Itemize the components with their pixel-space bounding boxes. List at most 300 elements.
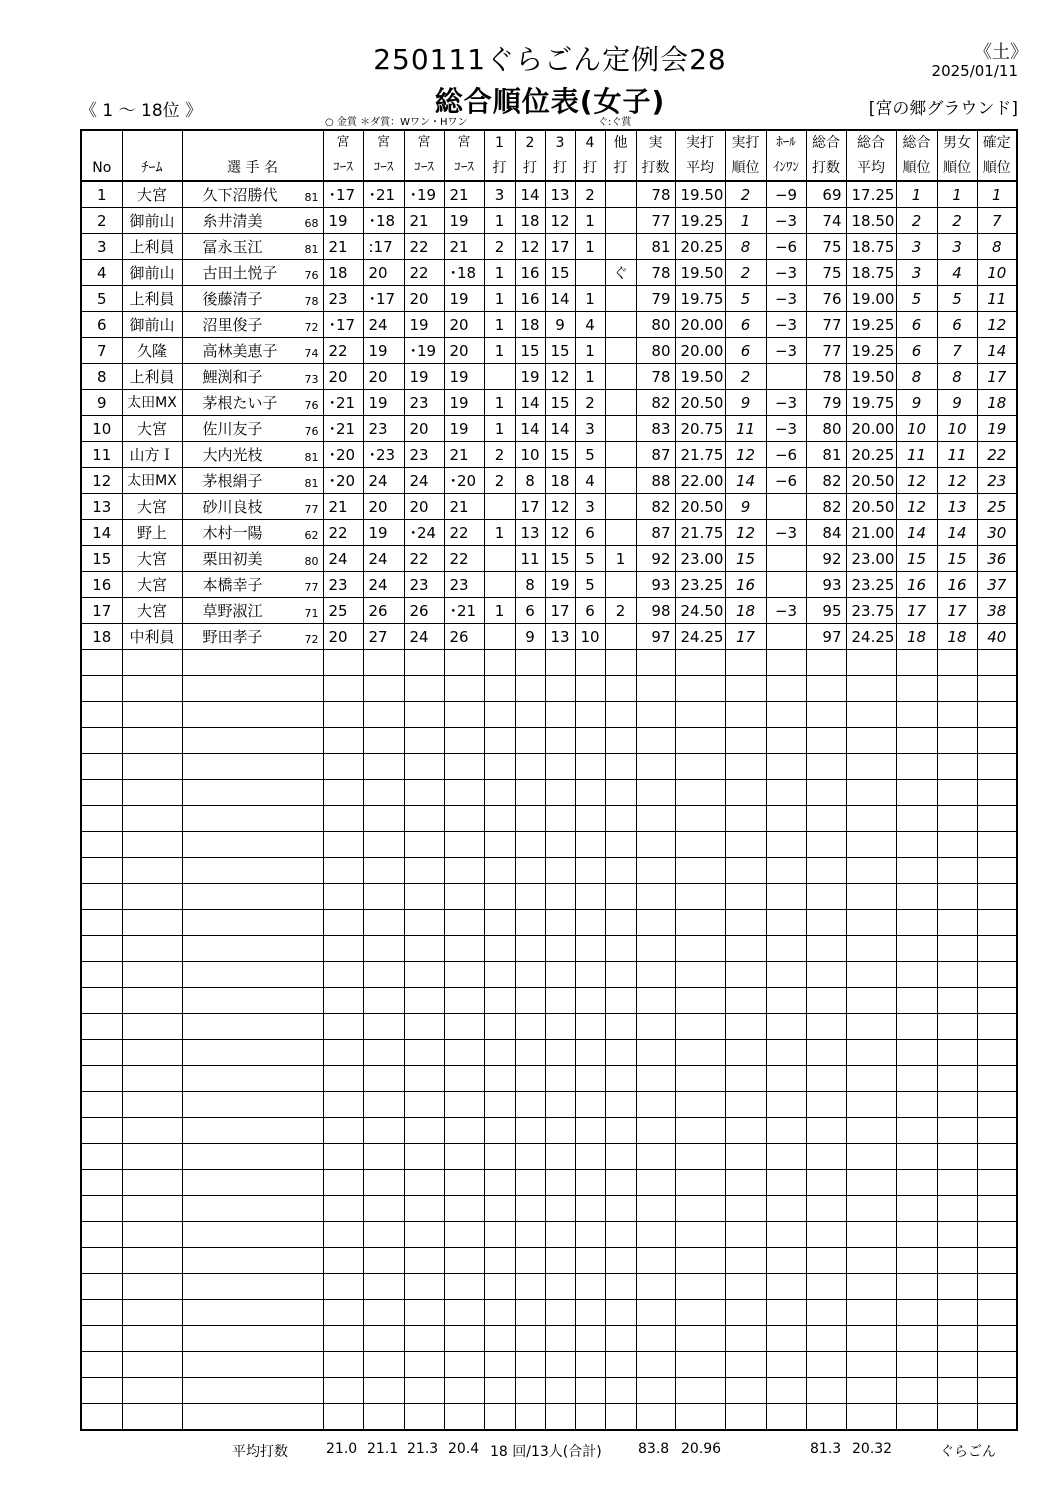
final-rank: 1 <box>977 181 1017 208</box>
other-stroke-count <box>605 286 636 312</box>
column-header: 順位 <box>725 155 766 181</box>
two-stroke-count: 8 <box>515 572 545 598</box>
table-row <box>81 181 1017 208</box>
course3-score: 21 <box>404 208 444 234</box>
empty-cell <box>806 754 846 780</box>
empty-cell <box>444 884 484 910</box>
final-rank: 11 <box>977 286 1017 312</box>
actual-rank: 2 <box>725 260 766 286</box>
other-stroke-count <box>605 208 636 234</box>
empty-cell <box>675 650 725 676</box>
two-stroke-count: 6 <box>515 598 545 624</box>
gender-rank: 13 <box>937 494 977 520</box>
empty-cell <box>575 1404 605 1431</box>
empty-cell <box>937 780 977 806</box>
empty-cell <box>937 936 977 962</box>
empty-cell <box>806 1326 846 1352</box>
course1-score: ･21 <box>323 416 363 442</box>
empty-cell <box>575 910 605 936</box>
gender-rank: 7 <box>937 338 977 364</box>
empty-cell <box>484 858 515 884</box>
empty-cell <box>81 1144 122 1170</box>
actual-rank: 1 <box>725 208 766 234</box>
empty-cell <box>846 1014 896 1040</box>
empty-cell <box>515 1092 545 1118</box>
empty-cell <box>896 1222 937 1248</box>
player-name-text: 草野淑江 <box>202 601 263 620</box>
empty-cell <box>605 1092 636 1118</box>
course2-score: ･23 <box>363 442 404 468</box>
empty-cell <box>515 1274 545 1300</box>
three-stroke-count: 15 <box>545 338 575 364</box>
empty-cell <box>766 988 806 1014</box>
three-stroke-count: 15 <box>545 546 575 572</box>
empty-cell <box>896 650 937 676</box>
other-stroke-count <box>605 181 636 208</box>
empty-cell <box>766 1274 806 1300</box>
empty-cell <box>846 1352 896 1378</box>
two-stroke-count: 8 <box>515 468 545 494</box>
empty-cell <box>896 1040 937 1066</box>
player-name <box>182 598 323 624</box>
empty-cell <box>404 910 444 936</box>
actual-rank: 17 <box>725 624 766 650</box>
overall-strokes: 80 <box>806 416 846 442</box>
empty-cell <box>896 780 937 806</box>
table-row <box>81 598 1017 624</box>
actual-rank: 5 <box>725 286 766 312</box>
empty-cell <box>444 806 484 832</box>
overall-average: 18.75 <box>846 260 896 286</box>
empty-cell <box>896 962 937 988</box>
course1-score: 21 <box>323 234 363 260</box>
column-header: 打 <box>515 155 545 181</box>
empty-cell <box>725 1378 766 1404</box>
hole-in-one-bonus: −6 <box>766 468 806 494</box>
gender-rank: 1 <box>937 181 977 208</box>
row-number: 16 <box>81 572 122 598</box>
empty-cell <box>766 910 806 936</box>
empty-cell <box>675 1066 725 1092</box>
column-header: 宮 <box>363 130 404 155</box>
empty-cell <box>575 780 605 806</box>
empty-cell <box>122 1066 182 1092</box>
empty-cell <box>182 1014 323 1040</box>
footer-brand: ぐらごん <box>940 1444 996 1460</box>
empty-cell <box>605 780 636 806</box>
empty-cell <box>484 910 515 936</box>
footer-course4-avg: 20.4 <box>448 1441 480 1457</box>
empty-cell <box>605 884 636 910</box>
other-stroke-count <box>605 312 636 338</box>
empty-cell <box>896 1118 937 1144</box>
empty-cell <box>846 702 896 728</box>
empty-cell <box>81 1014 122 1040</box>
empty-cell <box>766 858 806 884</box>
row-number: 1 <box>81 181 122 208</box>
team-name: 久隆 <box>122 338 182 364</box>
overall-average: 23.00 <box>846 546 896 572</box>
team-name: 山方Ｉ <box>122 442 182 468</box>
course4-score: 21 <box>444 494 484 520</box>
course2-score: 19 <box>363 338 404 364</box>
column-header <box>122 130 182 155</box>
player-name <box>182 338 323 364</box>
column-header: 4 <box>575 130 605 155</box>
empty-cell <box>182 1222 323 1248</box>
empty-cell <box>575 1196 605 1222</box>
course4-score: 19 <box>444 286 484 312</box>
empty-cell <box>806 1378 846 1404</box>
empty-cell <box>484 754 515 780</box>
empty-cell <box>404 1066 444 1092</box>
course3-score: 24 <box>404 624 444 650</box>
final-rank: 25 <box>977 494 1017 520</box>
empty-cell <box>605 676 636 702</box>
empty-cell <box>605 806 636 832</box>
course3-score: 23 <box>404 442 444 468</box>
empty-cell <box>896 1144 937 1170</box>
ranking-table <box>80 129 1018 1431</box>
empty-cell <box>545 728 575 754</box>
one-stroke-count: 2 <box>484 234 515 260</box>
final-rank: 23 <box>977 468 1017 494</box>
gender-rank: 18 <box>937 624 977 650</box>
four-stroke-count: 6 <box>575 520 605 546</box>
empty-cell <box>122 1352 182 1378</box>
empty-cell <box>977 1170 1017 1196</box>
empty-cell <box>766 1248 806 1274</box>
actual-average: 20.00 <box>675 338 725 364</box>
actual-average: 23.00 <box>675 546 725 572</box>
empty-cell <box>636 1300 675 1326</box>
overall-strokes: 75 <box>806 234 846 260</box>
empty-cell <box>896 858 937 884</box>
empty-cell <box>806 1170 846 1196</box>
empty-cell <box>515 1352 545 1378</box>
empty-cell <box>977 676 1017 702</box>
column-header: 実打 <box>675 130 725 155</box>
empty-cell <box>182 1248 323 1274</box>
empty-cell <box>725 676 766 702</box>
actual-strokes: 80 <box>636 312 675 338</box>
actual-average: 20.50 <box>675 494 725 520</box>
empty-cell <box>636 962 675 988</box>
three-stroke-count: 12 <box>545 520 575 546</box>
hole-in-one-bonus: −6 <box>766 234 806 260</box>
empty-cell <box>515 1014 545 1040</box>
empty-cell <box>806 884 846 910</box>
column-header: 順位 <box>896 155 937 181</box>
course4-score: 19 <box>444 208 484 234</box>
empty-cell <box>323 1222 363 1248</box>
table-row <box>81 416 1017 442</box>
empty-cell <box>766 884 806 910</box>
empty-cell <box>545 1196 575 1222</box>
empty-cell <box>846 910 896 936</box>
player-age: 78 <box>304 294 319 308</box>
empty-cell <box>484 1300 515 1326</box>
actual-average: 21.75 <box>675 442 725 468</box>
empty-cell <box>81 754 122 780</box>
empty-cell <box>977 1300 1017 1326</box>
course2-score: 20 <box>363 494 404 520</box>
empty-cell <box>545 806 575 832</box>
player-name-text: 茅根たい子 <box>202 393 278 412</box>
course2-score: 24 <box>363 546 404 572</box>
one-stroke-count <box>484 546 515 572</box>
hole-in-one-bonus: −3 <box>766 338 806 364</box>
empty-cell <box>937 754 977 780</box>
two-stroke-count: 15 <box>515 338 545 364</box>
team-name: 太田MX <box>122 390 182 416</box>
two-stroke-count: 11 <box>515 546 545 572</box>
empty-cell <box>605 1300 636 1326</box>
empty-cell <box>444 1352 484 1378</box>
hole-in-one-bonus <box>766 494 806 520</box>
course3-score: ･19 <box>404 181 444 208</box>
empty-cell <box>323 1144 363 1170</box>
overall-strokes: 69 <box>806 181 846 208</box>
empty-cell <box>182 910 323 936</box>
empty-cell <box>846 832 896 858</box>
table-row <box>81 1326 1017 1352</box>
empty-cell <box>323 702 363 728</box>
player-name-text: 沼里俊子 <box>202 315 263 334</box>
final-rank: 40 <box>977 624 1017 650</box>
course1-score: 21 <box>323 494 363 520</box>
empty-cell <box>766 780 806 806</box>
course4-score: 19 <box>444 390 484 416</box>
gender-rank: 3 <box>937 234 977 260</box>
final-rank: 37 <box>977 572 1017 598</box>
empty-cell <box>515 988 545 1014</box>
empty-cell <box>896 702 937 728</box>
column-header: ｺｰｽ <box>363 155 404 181</box>
empty-cell <box>977 1326 1017 1352</box>
column-header: 順位 <box>937 155 977 181</box>
empty-cell <box>575 754 605 780</box>
actual-average: 19.50 <box>675 364 725 390</box>
empty-cell <box>404 1170 444 1196</box>
empty-cell <box>896 988 937 1014</box>
empty-cell <box>404 702 444 728</box>
empty-cell <box>404 1040 444 1066</box>
footer-label: 平均打数 <box>232 1444 288 1460</box>
team-name: 上利員 <box>122 364 182 390</box>
team-name: 太田MX <box>122 468 182 494</box>
empty-cell <box>444 910 484 936</box>
empty-cell <box>363 728 404 754</box>
empty-cell <box>675 1404 725 1431</box>
empty-cell <box>977 988 1017 1014</box>
course3-score: 22 <box>404 260 444 286</box>
course1-score: ･17 <box>323 181 363 208</box>
table-row <box>81 858 1017 884</box>
empty-cell <box>404 1300 444 1326</box>
course1-score: 20 <box>323 364 363 390</box>
empty-cell <box>323 910 363 936</box>
actual-average: 19.75 <box>675 286 725 312</box>
empty-cell <box>766 702 806 728</box>
empty-cell <box>575 1352 605 1378</box>
empty-cell <box>404 1352 444 1378</box>
player-age: 81 <box>304 476 319 490</box>
player-name <box>182 494 323 520</box>
empty-cell <box>846 1170 896 1196</box>
empty-cell <box>515 754 545 780</box>
empty-cell <box>444 1118 484 1144</box>
empty-cell <box>484 1404 515 1431</box>
empty-cell <box>515 910 545 936</box>
empty-cell <box>846 1092 896 1118</box>
player-age: 72 <box>304 632 319 646</box>
empty-cell <box>404 936 444 962</box>
empty-cell <box>575 676 605 702</box>
empty-cell <box>404 1274 444 1300</box>
empty-cell <box>675 1378 725 1404</box>
empty-cell <box>323 676 363 702</box>
gender-rank: 12 <box>937 468 977 494</box>
two-stroke-count: 14 <box>515 390 545 416</box>
course4-score: 26 <box>444 624 484 650</box>
player-name-text: 鯉渕和子 <box>202 367 263 386</box>
column-header: 3 <box>545 130 575 155</box>
empty-cell <box>806 910 846 936</box>
empty-cell <box>444 1326 484 1352</box>
actual-average: 19.25 <box>675 208 725 234</box>
empty-cell <box>636 728 675 754</box>
table-row <box>81 1092 1017 1118</box>
empty-cell <box>81 676 122 702</box>
empty-cell <box>575 1300 605 1326</box>
player-name-text: 糸井清美 <box>202 211 263 230</box>
empty-cell <box>896 1170 937 1196</box>
empty-cell <box>81 1248 122 1274</box>
course1-score: 22 <box>323 520 363 546</box>
empty-cell <box>977 962 1017 988</box>
hole-in-one-bonus: −3 <box>766 520 806 546</box>
empty-cell <box>725 1326 766 1352</box>
empty-cell <box>725 884 766 910</box>
empty-cell <box>182 962 323 988</box>
empty-cell <box>182 1196 323 1222</box>
empty-cell <box>605 1118 636 1144</box>
empty-cell <box>404 728 444 754</box>
empty-cell <box>545 1222 575 1248</box>
empty-cell <box>545 858 575 884</box>
empty-cell <box>977 1014 1017 1040</box>
actual-rank: 9 <box>725 390 766 416</box>
other-stroke-count <box>605 364 636 390</box>
empty-cell <box>896 1196 937 1222</box>
other-stroke-count <box>605 624 636 650</box>
empty-cell <box>484 1170 515 1196</box>
empty-cell <box>515 832 545 858</box>
empty-cell <box>636 1378 675 1404</box>
empty-cell <box>977 936 1017 962</box>
empty-cell <box>444 1040 484 1066</box>
course1-score: 24 <box>323 546 363 572</box>
empty-cell <box>484 676 515 702</box>
empty-cell <box>725 1170 766 1196</box>
final-rank: 7 <box>977 208 1017 234</box>
empty-cell <box>806 1118 846 1144</box>
empty-cell <box>675 1196 725 1222</box>
other-stroke-count <box>605 390 636 416</box>
overall-strokes: 95 <box>806 598 846 624</box>
table-row <box>81 936 1017 962</box>
team-name: 大宮 <box>122 181 182 208</box>
course4-score: 23 <box>444 572 484 598</box>
overall-strokes: 84 <box>806 520 846 546</box>
table-row <box>81 468 1017 494</box>
empty-cell <box>515 936 545 962</box>
course2-score: 20 <box>363 364 404 390</box>
empty-cell <box>675 1352 725 1378</box>
hole-in-one-bonus: −3 <box>766 598 806 624</box>
empty-cell <box>545 884 575 910</box>
four-stroke-count: 4 <box>575 468 605 494</box>
player-name <box>182 442 323 468</box>
two-stroke-count: 18 <box>515 208 545 234</box>
empty-cell <box>122 1248 182 1274</box>
empty-cell <box>545 1118 575 1144</box>
two-stroke-count: 10 <box>515 442 545 468</box>
three-stroke-count: 15 <box>545 260 575 286</box>
actual-strokes: 92 <box>636 546 675 572</box>
one-stroke-count: 3 <box>484 181 515 208</box>
empty-cell <box>937 1170 977 1196</box>
column-header: 宮 <box>444 130 484 155</box>
empty-cell <box>363 1326 404 1352</box>
overall-average: 18.75 <box>846 234 896 260</box>
empty-cell <box>323 1196 363 1222</box>
three-stroke-count: 15 <box>545 442 575 468</box>
overall-rank: 8 <box>896 364 937 390</box>
empty-cell <box>575 1248 605 1274</box>
empty-cell <box>725 1248 766 1274</box>
overall-average: 20.50 <box>846 494 896 520</box>
empty-cell <box>937 676 977 702</box>
empty-cell <box>846 1196 896 1222</box>
overall-strokes: 82 <box>806 494 846 520</box>
one-stroke-count: 1 <box>484 390 515 416</box>
empty-cell <box>545 754 575 780</box>
empty-cell <box>937 910 977 936</box>
empty-cell <box>182 1352 323 1378</box>
table-row <box>81 780 1017 806</box>
actual-strokes: 93 <box>636 572 675 598</box>
column-header: ｲﾝﾜﾝ <box>766 155 806 181</box>
other-stroke-count <box>605 234 636 260</box>
empty-cell <box>605 1274 636 1300</box>
empty-cell <box>575 884 605 910</box>
table-row <box>81 1144 1017 1170</box>
empty-cell <box>675 1248 725 1274</box>
empty-cell <box>977 858 1017 884</box>
empty-cell <box>766 1300 806 1326</box>
empty-cell <box>806 780 846 806</box>
empty-cell <box>182 1326 323 1352</box>
table-row <box>81 312 1017 338</box>
empty-cell <box>515 1300 545 1326</box>
row-number: 5 <box>81 286 122 312</box>
empty-cell <box>806 1248 846 1274</box>
empty-cell <box>182 1066 323 1092</box>
overall-rank: 5 <box>896 286 937 312</box>
empty-cell <box>81 1118 122 1144</box>
